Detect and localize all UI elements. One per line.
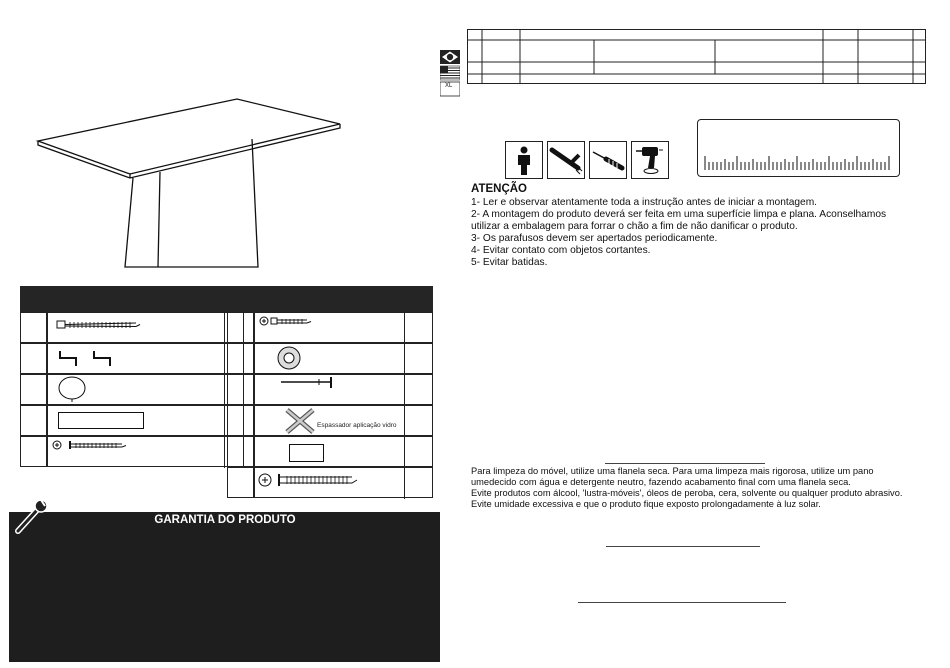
hw-num-cell [227, 374, 254, 405]
brazil-flag-icon [440, 50, 460, 64]
divider-line [606, 546, 760, 547]
usa-flag-icon [440, 66, 460, 80]
ruler-icon [697, 119, 900, 177]
cleaning-line: Evite produtos com álcool, 'lustra-móveis', óleos de peroba, cera, solvente ou qualquer produto abrasivo. [471, 488, 903, 498]
atencao-title: ATENÇÃO [471, 183, 528, 195]
hw-num-cell [227, 343, 254, 374]
tool-person [505, 141, 543, 179]
table-illustration-icon [30, 92, 350, 272]
hw-num-cell [227, 312, 254, 343]
cleaning-line: Evite umidade excessiva e que o produto fique exposto prolongadamente à luz solar. [471, 499, 821, 509]
hw-item-cell [254, 467, 433, 498]
long-screw-icon [257, 470, 367, 492]
hw-item-cell [254, 312, 433, 343]
label-strip-icon [58, 412, 144, 429]
tool-hammer [547, 141, 585, 179]
hw-num-cell [20, 436, 47, 467]
screw-icon [259, 315, 319, 329]
spacer-label: Espassador aplicação vidro [317, 422, 397, 429]
hw-item-cell [47, 405, 244, 436]
hardware-table-header [20, 286, 433, 312]
atencao-item: 3- Os parafusos devem ser apertados periodicamente. [471, 233, 718, 244]
hw-item-cell [47, 312, 244, 343]
hw-item-cell [254, 405, 433, 436]
atencao-item: 5- Evitar batidas. [471, 257, 548, 268]
hw-item-cell [254, 374, 433, 405]
flag-label: XL [445, 83, 453, 89]
washer-icon [277, 345, 307, 373]
bracket-icon [58, 348, 128, 368]
hw-num-cell [20, 405, 47, 436]
hw-item-cell [47, 374, 244, 405]
hammer-icon [548, 142, 584, 178]
hardware-table [20, 312, 433, 497]
cleaning-divider [605, 463, 765, 464]
atencao-item: 2- A montagem do produto deverá ser feita em uma superfície limpa e plana. Aconselhamos [471, 209, 887, 220]
hw-item-cell [254, 343, 433, 374]
hw-num-cell [20, 374, 47, 405]
warranty-title: GARANTIA DO PRODUTO [154, 514, 296, 526]
person-icon [506, 142, 542, 178]
screwdriver-icon [590, 142, 626, 178]
glass-spacer-icon [283, 406, 323, 436]
atencao-item: 4- Evitar contato com objetos cortantes. [471, 245, 651, 256]
tool-screwdriver [589, 141, 627, 179]
cleaning-line: umedecido com água e detergente neutro, fazendo acabamento final com uma flanela seca. [471, 477, 851, 487]
hw-item-cell [47, 436, 244, 467]
pin-icon [279, 376, 349, 390]
screw-icon [56, 318, 146, 332]
hw-num-cell [20, 312, 47, 343]
hw-num-cell [227, 436, 254, 467]
cap-icon [54, 376, 94, 402]
hw-item-cell [47, 343, 244, 374]
divider-line [578, 602, 786, 603]
tool-drill [631, 141, 669, 179]
cleaning-line: Para limpeza do móvel, utilize uma flanela seca. Para uma limpeza mais rigorosa, utilize um pano [471, 466, 874, 476]
hw-num-cell [227, 467, 254, 498]
hw-num-cell [227, 405, 254, 436]
info-grid [467, 29, 927, 85]
atencao-item: 1- Ler e observar atentamente toda a instrução antes de iniciar a montagem. [471, 197, 818, 208]
warranty-box [9, 512, 440, 662]
atencao-item: utilizar a embalagem para forrar o chão a fim de não danificar o produto. [471, 221, 798, 232]
screw-icon [52, 439, 142, 453]
hw-num-cell [20, 343, 47, 374]
hw-item-cell [254, 436, 433, 467]
label-strip-icon [289, 444, 324, 462]
flags [440, 50, 460, 97]
drill-icon [632, 142, 668, 178]
